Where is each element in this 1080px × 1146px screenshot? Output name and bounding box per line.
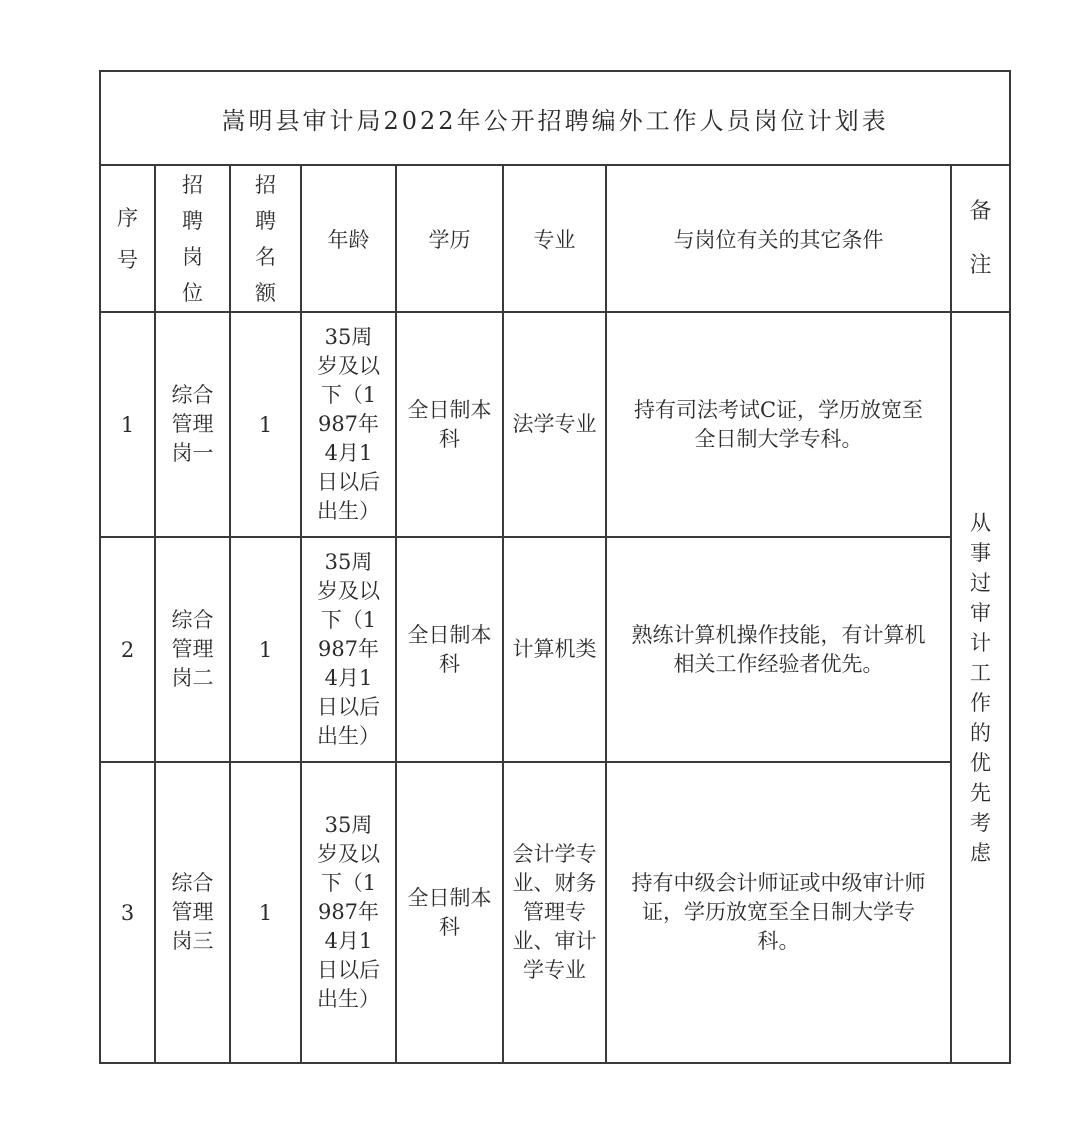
row-quota: 1 xyxy=(230,537,301,762)
row-conditions: 持有司法考试C证，学历放宽至全日制大学专科。 xyxy=(606,312,951,537)
recruitment-plan-table xyxy=(99,70,1011,1064)
header-age: 年龄 xyxy=(301,165,396,312)
remark-text: 从事过审计工作的优先考虑 xyxy=(970,510,992,865)
row-seq: 3 xyxy=(100,762,155,1063)
row-quota: 1 xyxy=(230,312,301,537)
title-row xyxy=(100,71,1010,165)
header-major: 专业 xyxy=(503,165,606,312)
header-quota: 招聘名额 xyxy=(230,165,301,312)
row-seq: 2 xyxy=(100,537,155,762)
row-seq: 1 xyxy=(100,312,155,537)
row-education: 全日制本科 xyxy=(396,537,503,762)
row-conditions: 熟练计算机操作技能，有计算机相关工作经验者优先。 xyxy=(606,537,951,762)
row-position: 综合管理岗一 xyxy=(155,312,230,537)
row-position: 综合管理岗三 xyxy=(155,762,230,1063)
header-remark: 备注 xyxy=(951,165,1010,312)
row-education: 全日制本科 xyxy=(396,762,503,1063)
header-position: 招聘岗位 xyxy=(155,165,230,312)
table-title: 嵩明县审计局2022年公开招聘编外工作人员岗位计划表 xyxy=(100,71,1010,165)
row-major: 会计学专业、财务管理专业、审计学专业 xyxy=(503,762,606,1063)
table-row xyxy=(100,762,1010,1063)
header-row xyxy=(100,165,1010,312)
row-age: 35周岁及以下（1987年4月1日以后出生） xyxy=(301,762,396,1063)
remark-cell xyxy=(951,312,1010,1063)
row-major: 计算机类 xyxy=(503,537,606,762)
row-age: 35周岁及以下（1987年4月1日以后出生） xyxy=(301,312,396,537)
recruitment-plan-sheet xyxy=(99,70,1009,1062)
table-row xyxy=(100,312,1010,537)
table-row xyxy=(100,537,1010,762)
row-education: 全日制本科 xyxy=(396,312,503,537)
row-major: 法学专业 xyxy=(503,312,606,537)
row-position: 综合管理岗二 xyxy=(155,537,230,762)
row-conditions: 持有中级会计师证或中级审计师证，学历放宽至全日制大学专科。 xyxy=(606,762,951,1063)
header-conditions: 与岗位有关的其它条件 xyxy=(606,165,951,312)
row-age: 35周岁及以下（1987年4月1日以后出生） xyxy=(301,537,396,762)
row-quota: 1 xyxy=(230,762,301,1063)
header-education: 学历 xyxy=(396,165,503,312)
header-seq: 序号 xyxy=(100,165,155,312)
